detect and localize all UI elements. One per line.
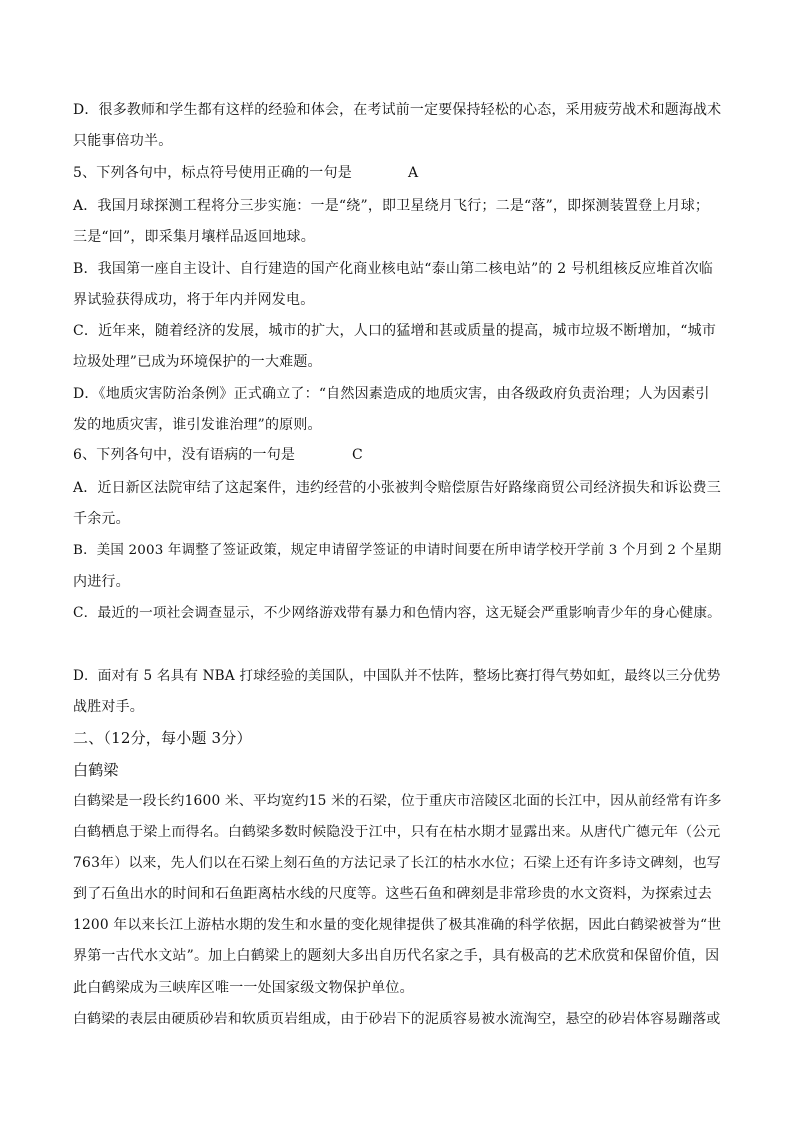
section-2-heading: 二、（12分，每小题 3分） [73,729,252,747]
q5-option-a-line-2: 三是“回”，即采集月壤样品返回地球。 [73,229,315,245]
passage-line-5: 1200 年以来长江上游枯水期的发生和水量的变化规律提供了极其准确的科学依据，因此白鹤梁被誉为“世 [73,917,722,933]
passage-line-8: 白鹤梁的表层由硬质砂岩和软质页岩组成，由于砂岩下的泥质容易被水流淘空，悬空的砂岩体容易蹦落或 [73,1011,721,1027]
q5-option-d-line-1: D．《地质灾害防治条例》正式确立了：“自然因素造成的地质灾害，由各级政府负责治理；人为因素引 [73,386,710,402]
question-6-answer: C [352,447,363,463]
q5-option-b-line-1: B．我国第一座自主设计、自行建造的国产化商业核电站“泰山第二核电站”的 2 号机组核反应堆首次临 [73,261,714,277]
passage-line-4: 到了石鱼出水的时间和石鱼距离枯水线的尺度等。这些石鱼和碑刻是非常珍贵的水文资料，为探索过去 [73,886,712,902]
q6-option-a-line-2: 千余元。 [73,511,130,527]
q4-option-d-line-2: 只能事倍功半。 [73,133,173,149]
q6-option-b-line-1: B．美国 2003 年调整了签证政策，规定申请留学签证的申请时间要在所申请学校开学前 3 个月到 2 个星期 [73,543,722,558]
q6-option-a-line-1: A．近日新区法院审结了这起案件，违约经营的小张被判令赔偿原告好路缘商贸公司经济损失和诉讼费三 [73,480,721,496]
q5-option-b-line-2: 界试验获得成功，将于年内并网发电。 [73,292,315,308]
passage-line-2: 白鹤栖息于梁上而得名。白鹤梁多数时候隐没于江中，只有在枯水期才显露出来。从唐代广德元年（公元 [73,824,721,840]
passage-line-7: 此白鹤梁成为三峡库区唯一一处国家级文物保护单位。 [73,980,414,996]
q6-option-d-line-2: 战胜对手。 [73,699,144,715]
question-6-stem: 6、下列各句中，没有语病的一句是 [73,447,296,463]
passage-line-1: 白鹤梁是一段长约1600 米、平均宽约15 米的石梁，位于重庆市涪陵区北面的长江中，因从前经常有许多 [73,793,722,809]
q6-option-c: C．最近的一项社会调查显示，不少网络游戏带有暴力和色情内容，这无疑会严重影响青少年的身心健康。 [73,605,722,621]
q5-option-c-line-1: C．近年来，随着经济的发展，城市的扩大，人口的猛增和甚或质量的提高，城市垃圾不断增加，“城市 [73,323,717,339]
passage-line-3: 763年）以来，先人们以在石梁上刻石鱼的方法记录了长江的枯水水位；石梁上还有许多诗文碑刻，也写 [73,855,721,871]
q5-option-c-line-2: 垃圾处理”已成为环境保护的一大难题。 [73,354,322,370]
q5-option-d-line-2: 发的地质灾害，谁引发谁治理”的原则。 [73,417,322,433]
q6-option-b-line-2: 内进行。 [73,574,130,590]
q5-option-a-line-1: A．我国月球探测工程将分三步实施：一是“绕”，即卫星绕月飞行；二是“落”，即探测装置登上月球； [73,198,710,214]
passage-line-6: 界第一古代水文站”。加上白鹤梁上的题刻大多出自历代名家之手，具有极高的艺术欣赏和保留价值，因 [73,948,720,964]
question-5-answer: A [408,165,419,181]
passage-title: 白鹤梁 [73,761,119,779]
q4-option-d-line-1: D．很多教师和学生都有这样的经验和体会，在考试前一定要保持轻松的心态，采用疲劳战术和题海战术 [73,102,722,118]
q6-option-d-line-1: D．面对有 5 名具有 NBA 打球经验的美国队，中国队并不怯阵，整场比赛打得气势如虹，最终以三分优势 [73,668,721,684]
question-5-stem: 5、下列各句中，标点符号使用正确的一句是 [73,165,352,181]
